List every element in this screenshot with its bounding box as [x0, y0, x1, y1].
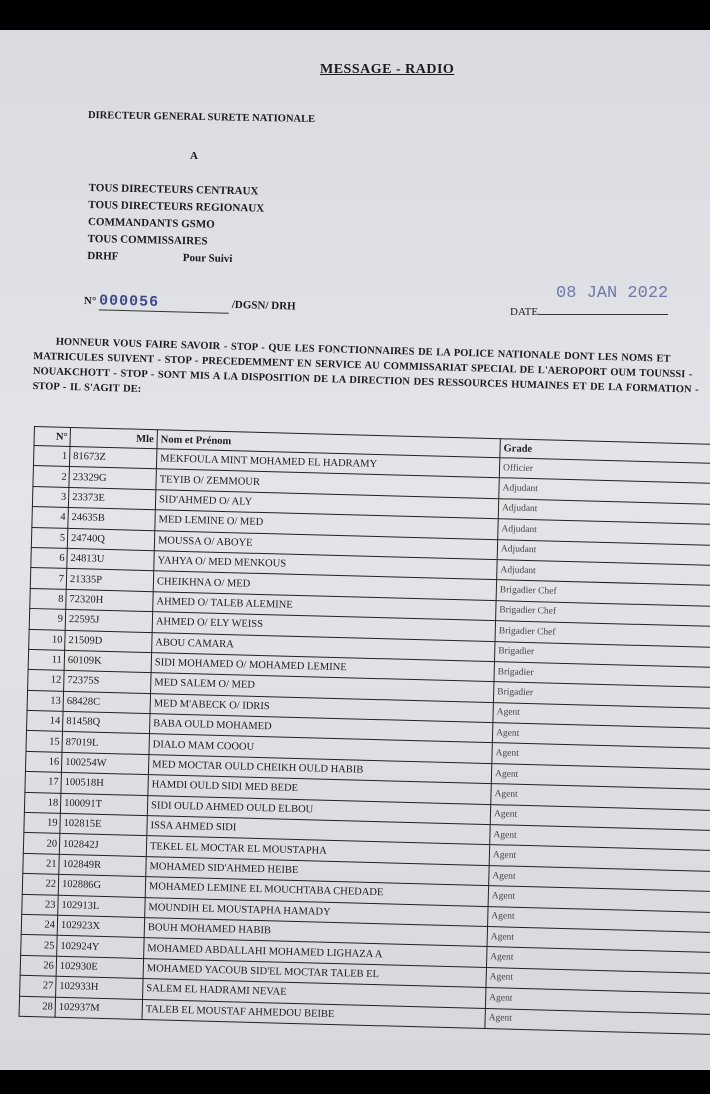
row-number: 7 [30, 568, 67, 589]
row-mle: 102937M [55, 997, 143, 1020]
row-number: 28 [19, 996, 56, 1017]
row-grade: Agent [486, 947, 710, 974]
row-number: 17 [25, 772, 62, 793]
row-grade: Brigadier [493, 682, 710, 709]
row-number: 13 [27, 690, 64, 711]
pour-suivi-label: Pour Suivi [182, 251, 233, 266]
row-name: MOHAMED ABDALLAHI MOHAMED LIGHAZA A [144, 938, 487, 967]
bottom-bar [0, 1070, 710, 1094]
date-line [538, 314, 668, 315]
row-mle: 24740Q [67, 528, 155, 551]
row-grade: Brigadier [494, 641, 710, 668]
ref-prefix: N° [83, 295, 97, 308]
row-grade: Agent [492, 743, 710, 770]
row-number: 3 [32, 486, 69, 507]
row-grade: Brigadier [494, 662, 710, 689]
row-grade: Agent [493, 702, 710, 729]
row-name: MED M'ABECK O/ IDRIS [150, 693, 493, 722]
row-name: TEKEL EL MOCTAR EL MOUSTAPHA [146, 836, 489, 865]
row-name: SIDI MOHAMED O/ MOHAMED LEMINE [151, 653, 494, 682]
row-name: HAMDI OULD SIDI MED BEDE [148, 775, 491, 804]
recipient-item-drhf [87, 248, 263, 269]
row-grade: Agent [487, 927, 710, 954]
row-name: MOHAMED SID'AHMED HEIBE [146, 856, 489, 885]
row-number: 22 [22, 874, 59, 895]
row-number: 12 [28, 670, 65, 691]
row-name: BABA OULD MOHAMED [149, 714, 492, 743]
row-grade: Adjudant [499, 478, 710, 505]
row-name: ABOU CAMARA [152, 632, 495, 661]
row-number: 19 [24, 812, 61, 833]
document-page [0, 30, 710, 1070]
row-grade: Agent [489, 865, 710, 892]
row-number: 20 [23, 833, 60, 854]
recipient-item: TOUS DIRECTEURS CENTRAUX [88, 182, 259, 198]
personnel-table [19, 426, 710, 1035]
row-mle: 72320H [66, 589, 154, 612]
row-mle: 23329G [69, 467, 157, 490]
row-grade: Agent [488, 886, 710, 913]
row-number: 24 [21, 914, 58, 935]
row-mle: 21335P [66, 569, 154, 592]
row-name: YAHYA O/ MED MENKOUS [154, 551, 497, 580]
row-grade: Agent [492, 723, 710, 750]
ref-suffix: /DGSN/ DRH [231, 298, 296, 313]
row-mle: 72375S [64, 671, 152, 694]
row-mle: 24635B [68, 508, 156, 531]
col-header-name: Nom et Prénom [157, 430, 500, 458]
row-grade: Adjudant [497, 560, 710, 587]
row-mle: 102924Y [57, 936, 145, 959]
row-name: MED LEMINE O/ MED [155, 510, 498, 539]
col-header-number: N° [34, 427, 70, 447]
row-name: MOHAMED LEMINE EL MOUCHTABA CHEDADE [145, 877, 488, 906]
row-number: 5 [31, 527, 68, 548]
row-mle: 102815E [60, 813, 148, 836]
row-mle: 100254W [61, 752, 149, 775]
message-body: HONNEUR VOUS FAIRE SAVOIR - STOP - QUE LES FONCTIONNAIRES DE LA POLICE NATIONALE DONT LES NOMS ET MATRICULES SUIVENT - STOP - PRECEDEMMENT EN SERVICE AU COMMISSARIAT SPECIAL DE L'AEROPORT OUM TOUNSSI - NOUAKCHOTT - STOP - SONT MIS A LA DISPOSITION DE LA DIRECTION DES RESSOURCES HUMAINES ET DE LA FORMATION - STOP - IL S'AGIT DE: [32, 336, 699, 396]
row-grade: Agent [490, 804, 710, 831]
row-name: AHMED O/ TALEB ALEMINE [153, 591, 496, 620]
row-mle: 68428C [63, 691, 151, 714]
col-header-mle: Mle [70, 427, 157, 448]
recipient-item: COMMANDANTS GSMO [87, 216, 215, 231]
row-mle: 24813U [67, 548, 155, 571]
row-number: 21 [23, 853, 60, 874]
row-name: MED SALEM O/ MED [151, 673, 494, 702]
row-grade: Agent [488, 906, 710, 933]
row-mle: 87019L [62, 732, 150, 755]
to-label: A [190, 150, 198, 162]
row-grade: Adjudant [498, 498, 710, 525]
row-mle: 102842J [59, 834, 147, 857]
row-mle: 102923X [57, 915, 145, 938]
row-grade: Agent [491, 763, 710, 790]
row-grade: Agent [491, 784, 710, 811]
row-number: 26 [20, 955, 57, 976]
row-mle: 102930E [56, 956, 144, 979]
row-mle: 100091T [60, 793, 148, 816]
row-name: CHEIKHNA O/ MED [153, 571, 496, 600]
row-grade: Adjudant [497, 539, 710, 566]
row-name: BOUH MOHAMED HABIB [144, 918, 487, 947]
row-number: 18 [24, 792, 61, 813]
row-number: 27 [20, 975, 57, 996]
row-mle: 23373E [68, 487, 156, 510]
row-number: 2 [33, 466, 70, 487]
recipient-list [87, 180, 265, 269]
row-name: TEYIB O/ ZEMMOUR [156, 469, 499, 498]
row-name: MEKFOULA MINT MOHAMED EL HADRAMY [156, 449, 499, 478]
row-mle: 22595J [65, 610, 153, 633]
recipient-item: TOUS DIRECTEURS REGIONAUX [88, 199, 265, 215]
row-name: DIALO MAM COOOU [149, 734, 492, 763]
row-grade: Brigadier Chef [496, 600, 710, 627]
row-mle: 102913L [58, 895, 146, 918]
row-name: MOUSSA O/ ABOYE [154, 530, 497, 559]
row-number: 6 [31, 547, 68, 568]
row-mle: 102933H [56, 976, 144, 999]
row-name: SIDI OULD AHMED OULD ELBOU [147, 795, 490, 824]
row-grade: Brigadier Chef [495, 621, 710, 648]
row-name: TALEB EL MOUSTAF AHMEDOU BEIBE [142, 999, 485, 1028]
row-grade: Agent [486, 967, 710, 994]
row-name: MED MOCTAR OULD CHEIKH OULD HABIB [148, 754, 491, 783]
sender-line: DIRECTEUR GENERAL SURETE NATIONALE [87, 110, 316, 125]
personnel-table-wrap [19, 426, 710, 1036]
row-number: 8 [30, 588, 67, 609]
row-mle: 102886G [58, 875, 146, 898]
row-name: SALEM EL HADRAMI NEVAE [143, 979, 486, 1008]
reference-number [84, 292, 296, 316]
date-label: DATE [510, 306, 539, 318]
row-mle: 81673Z [69, 446, 157, 469]
document-title: MESSAGE - RADIO [320, 62, 455, 77]
row-mle: 100518H [61, 773, 149, 796]
row-number: 9 [29, 609, 66, 630]
table-body [19, 446, 710, 1035]
row-grade: Agent [485, 1008, 710, 1035]
row-name: MOHAMED YACOUB SID'EL MOCTAR TALEB EL [143, 958, 486, 987]
row-name: SID'AHMED O/ ALY [155, 489, 498, 518]
row-mle: 21509D [65, 630, 153, 653]
date-field [510, 284, 669, 318]
ref-number-stamp: 000056 [99, 292, 229, 313]
row-number: 23 [22, 894, 59, 915]
row-mle: 81458Q [63, 711, 151, 734]
row-number: 15 [26, 731, 63, 752]
row-number: 11 [28, 649, 65, 670]
row-number: 25 [21, 935, 58, 956]
row-grade: Brigadier Chef [496, 580, 710, 607]
recipient-item: TOUS COMMISSAIRES [87, 232, 208, 248]
row-mle: 102849R [59, 854, 147, 877]
row-number: 4 [32, 507, 69, 528]
row-grade: Adjudant [498, 519, 710, 546]
row-number: 10 [29, 629, 66, 650]
row-number: 14 [27, 710, 64, 731]
drhf-label: DRHF [87, 249, 119, 263]
row-grade: Officier [499, 458, 710, 485]
row-number: 1 [33, 446, 70, 467]
row-name: ISSA AHMED SIDI [147, 816, 490, 845]
row-mle: 60109K [64, 650, 152, 673]
row-grade: Agent [490, 825, 710, 852]
row-name: AHMED O/ ELY WEISS [152, 612, 495, 641]
row-name: MOUNDIH EL MOUSTAPHA HAMADY [145, 897, 488, 926]
date-stamp: 08 JAN 2022 [556, 284, 669, 303]
row-grade: Agent [489, 845, 710, 872]
col-header-grade: Grade [500, 439, 710, 464]
row-grade: Agent [485, 988, 710, 1015]
row-number: 16 [25, 751, 62, 772]
